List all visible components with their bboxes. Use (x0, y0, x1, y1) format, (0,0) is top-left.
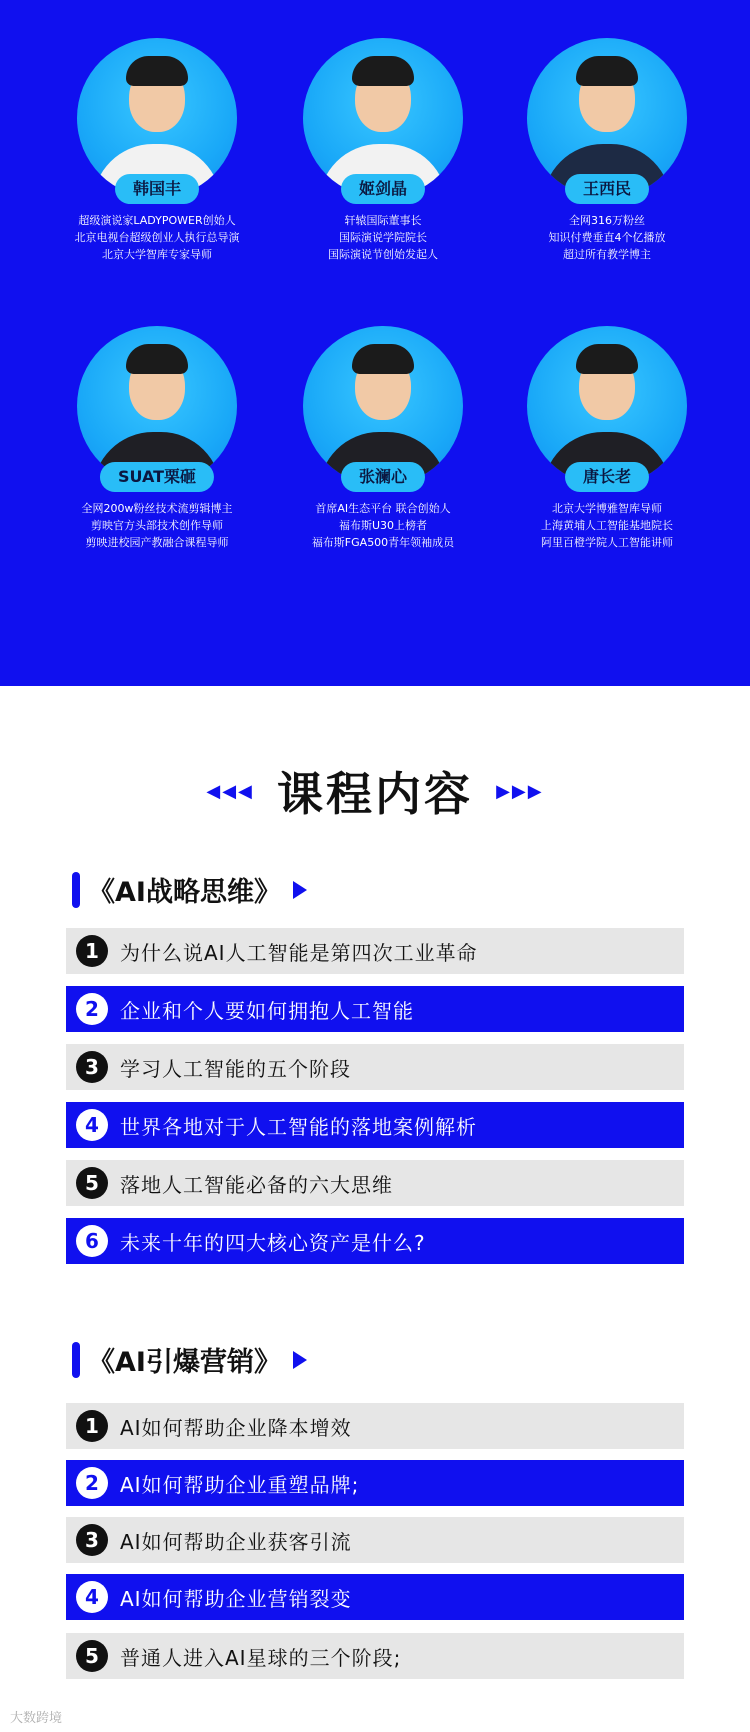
speaker-description: 轩辕国际董事长 国际演说学院院长 国际演说节创始发起人 (328, 214, 438, 261)
watermark: 大数跨境 (10, 1711, 63, 1726)
accent-bar (72, 872, 80, 908)
list-item-text: AI如何帮助企业营销裂变 (120, 1586, 352, 1611)
number-badge: 5 (76, 1167, 108, 1199)
category-header-ai-marketing (72, 1340, 307, 1379)
list-item (66, 1102, 684, 1148)
speaker-name: 王西民 (565, 174, 649, 204)
category-header-ai-strategy (72, 870, 307, 909)
speakers-section (0, 0, 750, 686)
list-item (66, 1460, 684, 1506)
speaker-description: 全网316万粉丝 知识付费垂直4个亿播放 超过所有教学博主 (548, 214, 666, 261)
number-badge: 4 (76, 1109, 108, 1141)
speaker-description: 超级演说家LADYPOWER创始人 北京电视台超级创业人执行总导演 北京大学智库专家导师 (74, 214, 240, 261)
number-badge: 5 (76, 1640, 108, 1672)
triangle-right-icon (293, 1351, 307, 1369)
page-title: 课程内容 (277, 767, 473, 821)
right-arrows-icon: ▶▶▶ (496, 780, 544, 802)
speaker-name: 姬剑晶 (341, 174, 425, 204)
list-item-text: AI如何帮助企业重塑品牌; (120, 1472, 360, 1497)
list-item (66, 1218, 684, 1264)
number-badge: 1 (76, 935, 108, 967)
speaker-description: 首席AI生态平台 联合创始人 福布斯U30上榜者 福布斯FGA500青年领袖成员 (311, 502, 455, 549)
speaker-name: 唐长老 (565, 462, 649, 492)
speaker-card (278, 326, 488, 551)
speaker-card (278, 38, 488, 263)
list-item (66, 1574, 684, 1620)
number-badge: 3 (76, 1524, 108, 1556)
list-item-text: 为什么说AI人工智能是第四次工业革命 (120, 940, 478, 965)
list-item-text: 落地人工智能必备的六大思维 (120, 1172, 393, 1197)
list-item-text: 未来十年的四大核心资产是什么? (120, 1230, 426, 1255)
list-item-text: AI如何帮助企业降本增效 (120, 1415, 352, 1440)
number-badge: 6 (76, 1225, 108, 1257)
speaker-card (52, 38, 262, 263)
list-item (66, 1044, 684, 1090)
speaker-description: 北京大学博雅智库导师 上海黄埔人工智能基地院长 阿里百橙学院人工智能讲师 (541, 502, 673, 549)
list-item (66, 1517, 684, 1563)
list-item-text: 世界各地对于人工智能的落地案例解析 (120, 1114, 477, 1139)
speaker-card (502, 326, 712, 551)
course-content-header (0, 758, 750, 824)
speaker-name: 韩国丰 (115, 174, 199, 204)
triangle-right-icon (293, 881, 307, 899)
list-item (66, 986, 684, 1032)
list-item-text: AI如何帮助企业获客引流 (120, 1529, 352, 1554)
list-item-text: 学习人工智能的五个阶段 (120, 1056, 351, 1081)
list-item (66, 1160, 684, 1206)
speaker-name: 张澜心 (341, 462, 425, 492)
left-arrows-icon: ◀◀◀ (206, 780, 254, 802)
list-item-text: 普通人进入AI星球的三个阶段; (120, 1645, 402, 1670)
number-badge: 2 (76, 993, 108, 1025)
category-label: 《AI战略思维》 (88, 877, 281, 908)
number-badge: 2 (76, 1467, 108, 1499)
number-badge: 1 (76, 1410, 108, 1442)
list-item-text: 企业和个人要如何拥抱人工智能 (120, 998, 414, 1023)
list-item (66, 1403, 684, 1449)
number-badge: 3 (76, 1051, 108, 1083)
speaker-description: 全网200w粉丝技术流剪辑博主 剪映官方头部技术创作导师 剪映进校园产教融合课程导师 (81, 502, 233, 549)
speaker-card (52, 326, 262, 551)
number-badge: 4 (76, 1581, 108, 1613)
list-item (66, 1633, 684, 1679)
speaker-card (502, 38, 712, 263)
speaker-name: SUAT栗砸 (100, 462, 214, 492)
accent-bar (72, 1342, 80, 1378)
category-label: 《AI引爆营销》 (88, 1347, 281, 1378)
list-item (66, 928, 684, 974)
